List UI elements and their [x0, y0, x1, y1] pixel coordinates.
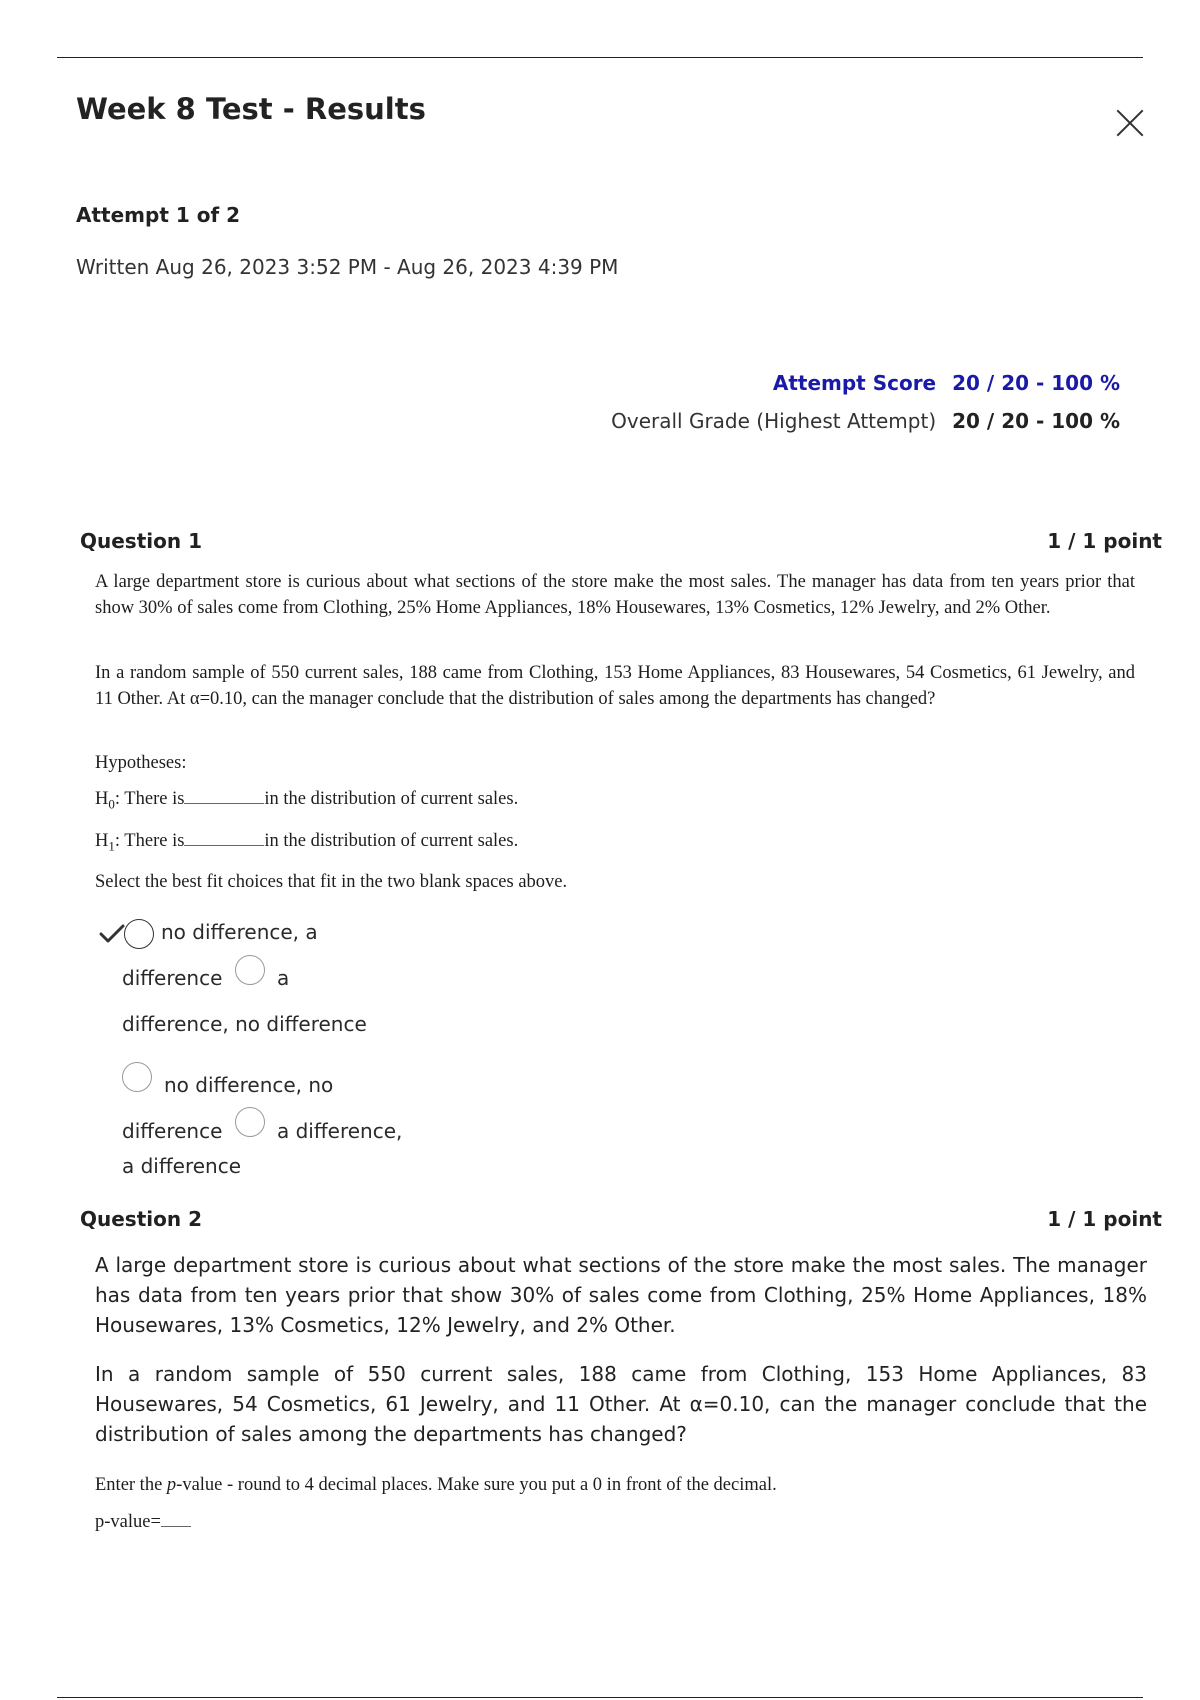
question-1-instruction: Select the best fit choices that fit in the two blank spaces above. — [95, 872, 568, 892]
close-icon[interactable] — [1110, 103, 1150, 143]
overall-grade-row — [611, 409, 1120, 433]
question-1-points: 1 / 1 point — [1047, 529, 1162, 553]
h0-subscript: 0 — [108, 796, 115, 812]
radio-option-4[interactable] — [235, 1107, 265, 1137]
attempt-label: Attempt 1 of 2 — [76, 203, 241, 227]
question-2-paragraph-1: A large department store is curious about what sections of the store make the most sales. The manager has data from ten years prior that show 30% of sales come from Clothing, 25% Home Appliances, 18% Housewares, 13% Cosmetics, 12% Jewelry, and 2% Other. — [95, 1253, 1147, 1337]
option-1-label-line-2: difference — [122, 966, 223, 990]
option-3-label-line-1: no difference, no — [164, 1073, 334, 1097]
option-4-label-line-2: a difference — [122, 1154, 242, 1178]
h0-blank — [184, 789, 264, 804]
option-3-label-line-2: difference — [122, 1119, 223, 1143]
null-hypothesis — [95, 786, 1135, 818]
page-title: Week 8 Test - Results — [76, 92, 426, 126]
h1-blank — [184, 831, 264, 846]
pvalue-answer — [95, 1509, 1135, 1535]
top-divider — [57, 57, 1143, 58]
pvalue-answer-label: p-value= — [95, 1512, 161, 1532]
question-1-label: Question 1 — [80, 529, 202, 553]
h1-symbol: H — [95, 831, 109, 851]
h1-text-pre: : There is — [114, 831, 185, 851]
option-2-label-line-1: a — [277, 966, 290, 990]
h1-text-post: in the distribution of current sales. — [264, 831, 519, 851]
question-2-label: Question 2 — [80, 1207, 202, 1231]
radio-option-1[interactable] — [124, 919, 154, 949]
question-1-paragraph-2: In a random sample of 550 current sales, 188 came from Clothing, 153 Home Appliances, 83 Housewares, 54 Cosmetics, 61 Jewelry, and 11 Other. At α=0.10, can the manager conclude that the distribution of sales among the departments has changed? — [95, 663, 1135, 709]
h0-text-post: in the distribution of current sales. — [264, 789, 519, 809]
option-2-label-line-2: difference, no difference — [122, 1012, 367, 1036]
hypotheses-label: Hypotheses: — [95, 753, 187, 773]
question-1-paragraph-1: A large department store is curious about what sections of the store make the most sales. The manager has data from ten years prior that show 30% of sales come from Clothing, 25% Home Appliances, 18% Housewares, 13% Cosmetics, 12% Jewelry, and 2% Other. — [95, 572, 1135, 618]
attempt-score-label: Attempt Score — [772, 371, 937, 395]
written-date: Written Aug 26, 2023 3:52 PM - Aug 26, 2023 4:39 PM — [76, 255, 619, 279]
attempt-score-row — [773, 371, 1120, 395]
radio-option-2[interactable] — [235, 955, 265, 985]
checkmark-icon — [99, 924, 125, 944]
question-2-points: 1 / 1 point — [1047, 1207, 1162, 1231]
bottom-divider — [57, 1697, 1143, 1698]
h0-text-pre: : There is — [114, 789, 185, 809]
pvalue-instruction-p: p — [166, 1475, 177, 1495]
attempt-score-value: 20 / 20 - 100 % — [952, 371, 1120, 395]
h0-symbol: H — [95, 789, 109, 809]
pvalue-answer-blank — [161, 1512, 191, 1527]
option-4-label-line-1: a difference, — [277, 1119, 403, 1143]
overall-grade-value: 20 / 20 - 100 % — [952, 409, 1120, 433]
pvalue-instruction-post: -value - round to 4 decimal places. Make sure you put a 0 in front of the decimal. — [176, 1475, 777, 1495]
alternative-hypothesis — [95, 828, 1135, 860]
overall-grade-label: Overall Grade (Highest Attempt) — [611, 409, 937, 433]
pvalue-instruction — [95, 1472, 1135, 1498]
question-2-paragraph-2: In a random sample of 550 current sales, 188 came from Clothing, 153 Home Appliances, 83 Housewares, 54 Cosmetics, 61 Jewelry, and 11 Other. At α=0.10, can the manager conclude that the distribution of sales among the departments has changed? — [95, 1362, 1147, 1446]
h1-subscript: 1 — [108, 838, 115, 854]
question-1-header — [80, 529, 1162, 553]
radio-option-3[interactable] — [122, 1062, 152, 1092]
question-2-header — [80, 1207, 1162, 1231]
pvalue-instruction-pre: Enter the — [95, 1475, 167, 1495]
option-1-label-line-1: no difference, a — [161, 920, 318, 944]
